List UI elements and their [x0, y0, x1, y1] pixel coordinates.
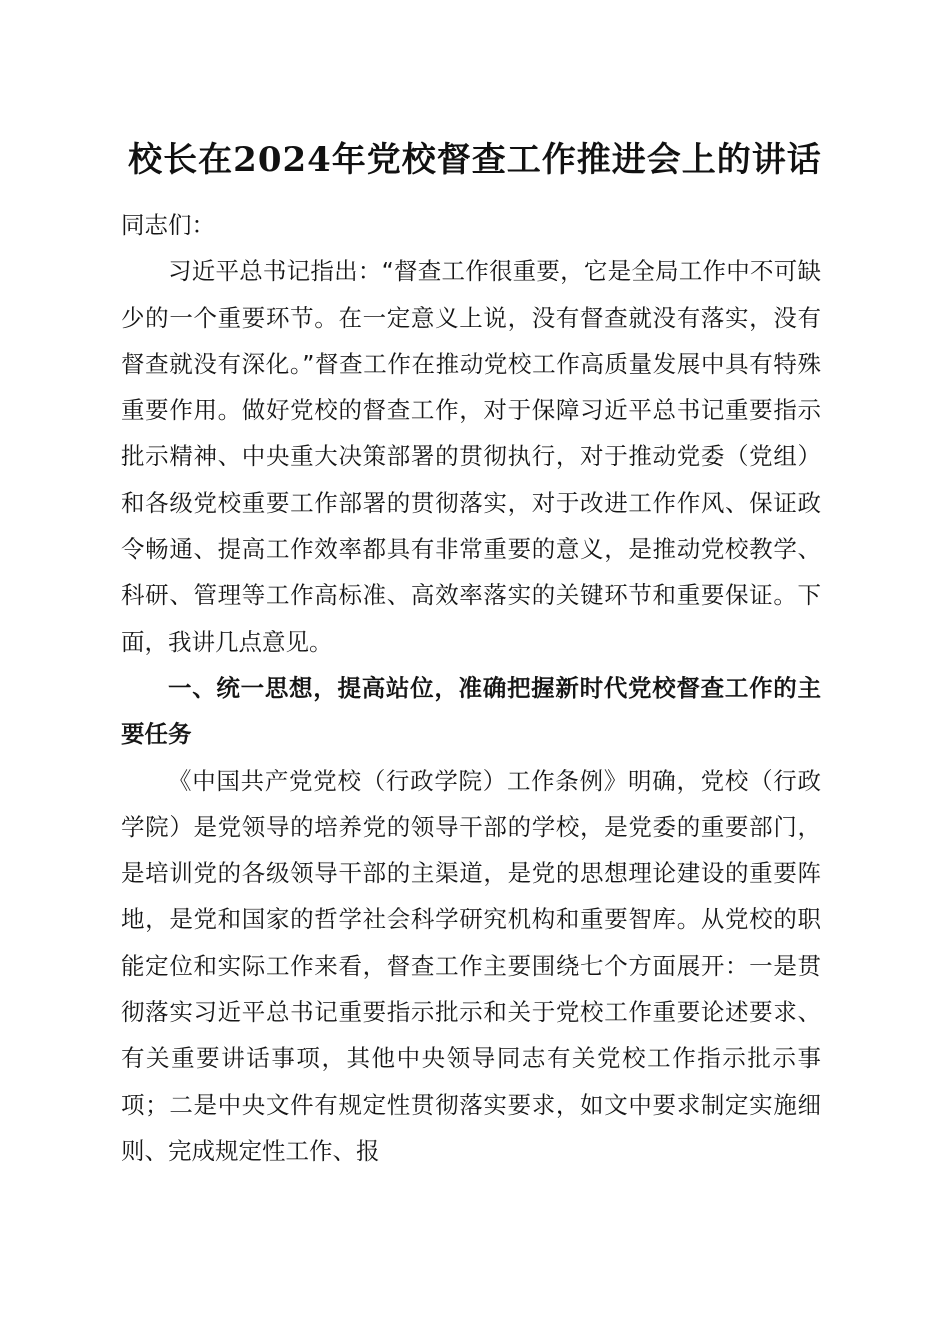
paragraph-intro: 习近平总书记指出：“督查工作很重要，它是全局工作中不可缺少的一个重要环节。在一定意义上说，没有督查就没有落实，没有督查就没有深化。”督查工作在推动党校工作高质量发展中具有特殊重要作用。做好党校的督查工作，对于保障习近平总书记重要指示批示精神、中央重大决策部署的贯彻执行，对于推动党委（党组）和各级党校重要工作部署的贯彻落实，对于改进工作作风、保证政令畅通、提高工作效率都具有非常重要的意义，是推动党校教学、科研、管理等工作高标准、高效率落实的关键环节和重要保证。下面，我讲几点意见。 [121, 257, 821, 656]
paragraph-section-1: 《中国共产党党校（行政学院）工作条例》明确，党校（行政学院）是党领导的培养党的领导干部的学校，是党委的重要部门，是培训党的各级领导干部的主渠道，是党的思想理论建设的重要阵地，是党和国家的哲学社会科学研究机构和重要智库。从党校的职能定位和实际工作来看，督查工作主要围绕七个方面展开：一是贯彻落实习近平总书记重要指示批示和关于党校工作重要论述要求、有关重要讲话事项，其他中央领导同志有关党校工作指示批示事项；二是中央文件有规定性贯彻落实要求，如文中要求制定实施细则、完成规定性工作、报 [121, 766, 821, 1165]
document-title: 校长在2024年党校督查工作推进会上的讲话 [128, 140, 822, 180]
document-body [121, 202, 821, 1174]
salutation: 同志们： [121, 211, 215, 239]
section-heading-1: 一、统一思想，提高站位，准确把握新时代党校督查工作的主要任务 [121, 673, 821, 749]
